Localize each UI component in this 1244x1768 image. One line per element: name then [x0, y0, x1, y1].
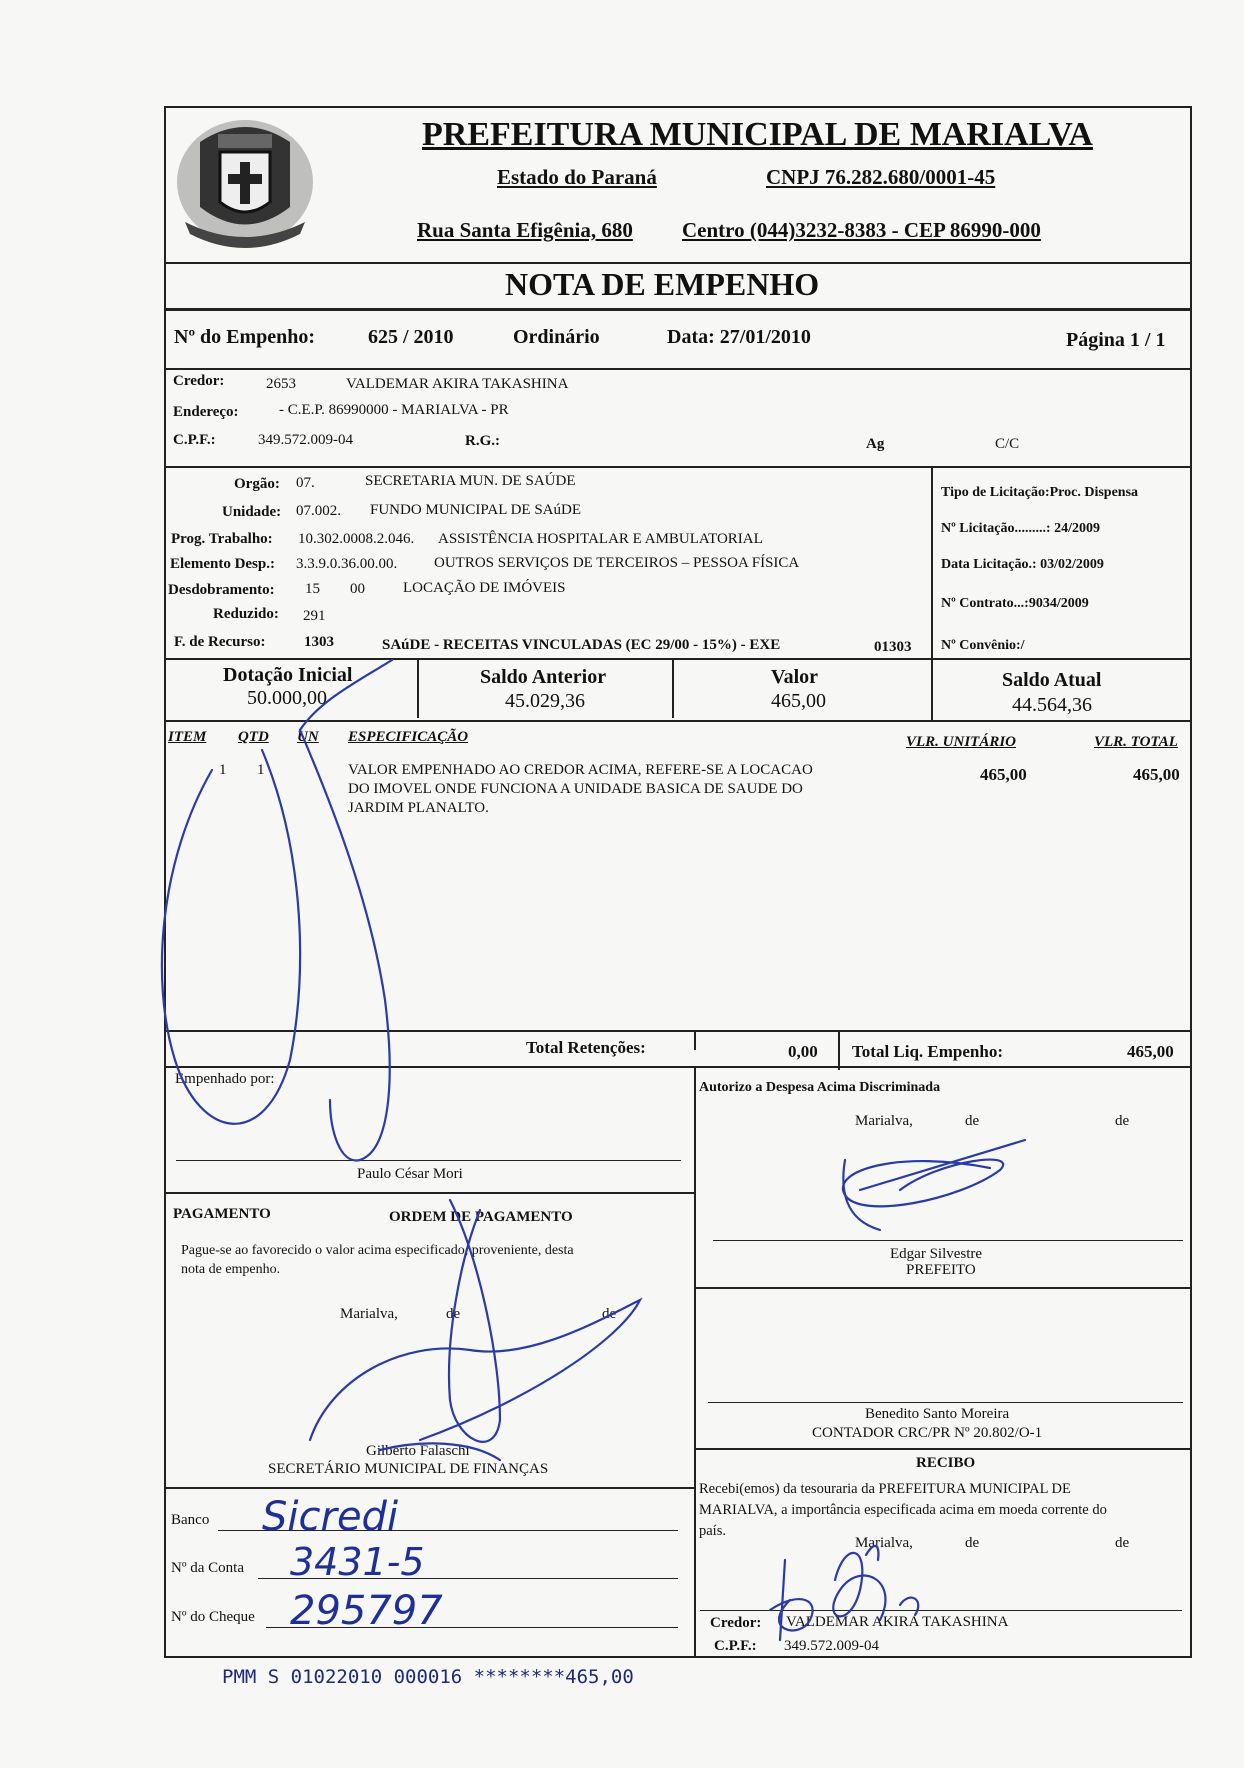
- pagamento-text-1: Pague-se ao favorecido o valor acima especificado, proveniente, desta: [181, 1243, 574, 1258]
- recibo-text-1: Recebi(emos) da tesouraria da PREFEITURA MUNICIPAL DE: [699, 1481, 1071, 1497]
- payment-stamp: PMM S 01022010 000016 ********465,00: [222, 1666, 634, 1688]
- total-retencoes-label: Total Retenções:: [526, 1038, 646, 1057]
- licitacao-data: Data Licitação.: 03/02/2009: [941, 557, 1104, 572]
- dotacao-inicial-label: Dotação Inicial: [223, 664, 353, 686]
- cpf-label: C.P.F.:: [173, 432, 216, 448]
- recibo-cpf: 349.572.009-04: [784, 1638, 879, 1654]
- secretario-role: SECRETÁRIO MUNICIPAL DE FINANÇAS: [268, 1461, 549, 1477]
- col-especificacao: ESPECIFICAÇÃO: [348, 729, 469, 745]
- col-vlr-unitario: VLR. UNITÁRIO: [906, 734, 1017, 750]
- banco-label: Banco: [171, 1512, 210, 1528]
- document-title: NOTA DE EMPENHO: [505, 266, 820, 302]
- empenho-label: Nº do Empenho:: [174, 326, 316, 348]
- unidade-code: 07.002.: [296, 503, 341, 519]
- prefeito-role: PREFEITO: [906, 1262, 976, 1278]
- row-desc-line2: DO IMOVEL ONDE FUNCIONA A UNIDADE BASICA DE SAUDE DO: [348, 781, 803, 797]
- licitacao-tipo: Tipo de Licitação:Proc. Dispensa: [941, 485, 1139, 500]
- recurso-code: 1303: [304, 634, 334, 650]
- total-retencoes-value: 0,00: [788, 1042, 818, 1061]
- saldo-anterior-label: Saldo Anterior: [480, 666, 607, 688]
- recurso-code2: 01303: [874, 639, 912, 655]
- row-qtd: 1: [257, 762, 265, 778]
- col-un: UN: [297, 729, 319, 745]
- saldo-atual-label: Saldo Atual: [1002, 669, 1102, 691]
- valor-value: 465,00: [771, 690, 826, 712]
- desdobramento-code2: 00: [350, 581, 365, 597]
- ordem-pagamento-label: ORDEM DE PAGAMENTO: [389, 1209, 573, 1225]
- page-number: Página 1 / 1: [1066, 329, 1166, 351]
- cheque-handwritten: 295797: [290, 1588, 443, 1634]
- credor-code: 2653: [266, 376, 296, 392]
- dotacao-inicial-value: 50.000,00: [247, 687, 327, 709]
- pagamento-text-2: nota de empenho.: [181, 1262, 281, 1277]
- autorizo-label: Autorizo a Despesa Acima Discriminada: [699, 1080, 941, 1095]
- empenhado-por-name: Paulo César Mori: [357, 1166, 463, 1182]
- row-desc-line1: VALOR EMPENHADO AO CREDOR ACIMA, REFERE-SE A LOCACAO: [348, 762, 813, 778]
- recurso-name: SAúDE - RECEITAS VINCULADAS (EC 29/00 - 15%) - EXE: [382, 637, 781, 653]
- empenho-type: Ordinário: [513, 326, 600, 348]
- row-total-value: 465,00: [1133, 765, 1180, 784]
- reduzido-label: Reduzido:: [213, 606, 279, 622]
- orgao-name: SECRETARIA MUN. DE SAÚDE: [365, 473, 576, 489]
- address-field-label: Endereço:: [173, 404, 239, 420]
- unidade-label: Unidade:: [222, 504, 282, 520]
- autorizo-city: Marialva,: [855, 1113, 913, 1129]
- address-label: Rua Santa Efigênia, 680: [417, 218, 633, 242]
- municipality-title: PREFEITURA MUNICIPAL DE MARIALVA: [422, 116, 1093, 153]
- pagamento-de-1: de: [446, 1306, 461, 1322]
- cc-label: C/C: [995, 436, 1020, 452]
- prefeito-name: Edgar Silvestre: [890, 1246, 983, 1262]
- autorizo-de-2: de: [1115, 1113, 1130, 1129]
- licitacao-contrato: Nº Contrato...:9034/2009: [941, 596, 1089, 611]
- desdobramento-label: Desdobramento:: [168, 582, 275, 598]
- licitacao-numero: Nº Licitação.........: 24/2009: [941, 521, 1100, 536]
- row-item: 1: [219, 762, 227, 778]
- empenhado-por-label: Empenhado por:: [175, 1071, 275, 1087]
- desdobramento-code1: 15: [305, 581, 320, 597]
- row-desc-line3: JARDIM PLANALTO.: [348, 800, 489, 816]
- col-item: ITEM: [168, 729, 207, 745]
- empenho-date: Data: 27/01/2010: [667, 326, 811, 348]
- conta-handwritten: 3431-5: [290, 1540, 425, 1584]
- recibo-credor-name: VALDEMAR AKIRA TAKASHINA: [786, 1614, 1009, 1630]
- credor-address: - C.E.P. 86990000 - MARIALVA - PR: [279, 402, 509, 418]
- recibo-de-1: de: [965, 1535, 980, 1551]
- contact-label: Centro (044)3232-8383 - CEP 86990-000: [682, 218, 1041, 242]
- elemento-code: 3.3.9.0.36.00.00.: [296, 556, 398, 572]
- credor-cpf: 349.572.009-04: [258, 432, 353, 448]
- cheque-label: Nº do Cheque: [171, 1609, 255, 1625]
- prog-label: Prog. Trabalho:: [171, 531, 273, 547]
- saldo-anterior-value: 45.029,36: [505, 690, 585, 712]
- recibo-cpf-label: C.P.F.:: [714, 1638, 757, 1654]
- contador-name: Benedito Santo Moreira: [865, 1406, 1010, 1422]
- ag-label: Ag: [866, 436, 885, 452]
- recibo-credor-label: Credor:: [710, 1615, 762, 1631]
- conta-label: Nº da Conta: [171, 1560, 244, 1576]
- total-liquido-label: Total Liq. Empenho:: [852, 1042, 1003, 1061]
- coat-of-arms-icon: [170, 112, 320, 252]
- credor-name: VALDEMAR AKIRA TAKASHINA: [346, 376, 569, 392]
- elemento-label: Elemento Desp.:: [170, 556, 275, 572]
- pagamento-de-2: de: [602, 1306, 617, 1322]
- recibo-text-3: país.: [699, 1523, 726, 1539]
- cnpj-label: CNPJ 76.282.680/0001-45: [766, 165, 996, 189]
- contador-role: CONTADOR CRC/PR Nº 20.802/O-1: [812, 1425, 1043, 1441]
- secretario-name: Gilberto Falaschi: [366, 1443, 470, 1459]
- total-liquido-value: 465,00: [1127, 1042, 1174, 1061]
- unidade-name: FUNDO MUNICIPAL DE SAúDE: [370, 502, 581, 518]
- recibo-label: RECIBO: [916, 1455, 976, 1471]
- orgao-label: Orgão:: [234, 476, 280, 492]
- licitacao-convenio: Nº Convênio:/: [941, 638, 1025, 653]
- recibo-text-2: MARIALVA, a importância especificada acima em moeda corrente do: [699, 1502, 1107, 1518]
- pagamento-city: Marialva,: [340, 1306, 398, 1322]
- recibo-de-2: de: [1115, 1535, 1130, 1551]
- rg-label: R.G.:: [465, 433, 500, 449]
- banco-handwritten: Sicredi: [262, 1494, 399, 1540]
- row-unit-value: 465,00: [980, 765, 1027, 784]
- orgao-code: 07.: [296, 475, 315, 491]
- prog-name: ASSISTÊNCIA HOSPITALAR E AMBULATORIAL: [438, 531, 763, 547]
- prog-code: 10.302.0008.2.046.: [298, 531, 415, 547]
- elemento-name: OUTROS SERVIÇOS DE TERCEIROS – PESSOA FÍSICA: [434, 555, 800, 571]
- valor-label: Valor: [771, 666, 819, 688]
- pagamento-label: PAGAMENTO: [173, 1206, 271, 1222]
- saldo-atual-value: 44.564,36: [1012, 694, 1092, 716]
- recibo-city: Marialva,: [855, 1535, 913, 1551]
- autorizo-de-1: de: [965, 1113, 980, 1129]
- recurso-label: F. de Recurso:: [174, 634, 266, 650]
- credor-label: Credor:: [173, 373, 225, 389]
- empenho-number: 625 / 2010: [368, 326, 454, 348]
- col-vlr-total: VLR. TOTAL: [1094, 734, 1178, 750]
- desdobramento-name: LOCAÇÃO DE IMÓVEIS: [403, 580, 566, 596]
- col-qtd: QTD: [238, 729, 269, 745]
- reduzido-value: 291: [303, 608, 326, 624]
- state-label: Estado do Paraná: [497, 165, 657, 189]
